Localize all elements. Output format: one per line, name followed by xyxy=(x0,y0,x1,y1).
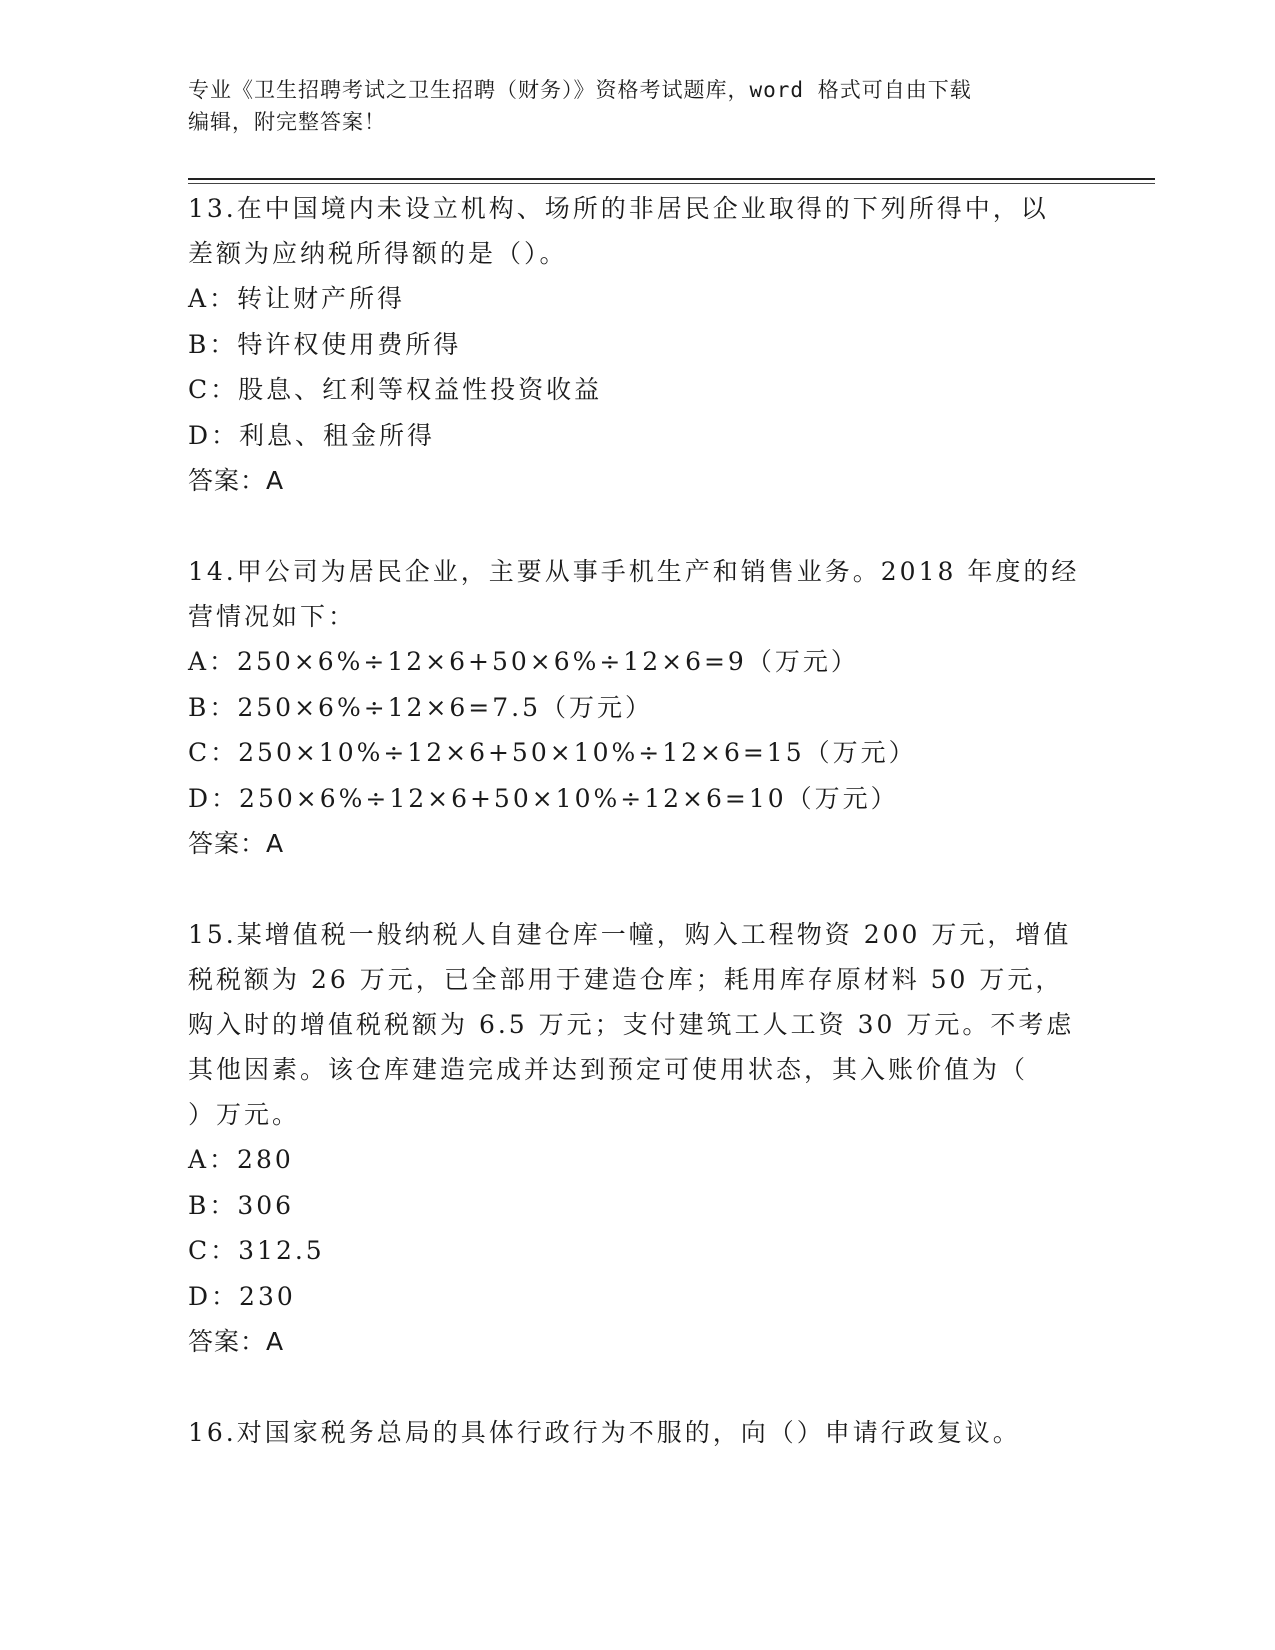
option-b: B：特许权使用费所得 xyxy=(188,329,462,359)
question-14 xyxy=(188,549,1088,866)
question-13 xyxy=(188,186,1088,503)
question-stem-line: 15.某增值税一般纳税人自建仓库一幢，购入工程物资 200 万元，增值 xyxy=(188,920,1072,949)
question-spacer xyxy=(188,503,1088,549)
header-divider-thick xyxy=(188,178,1155,180)
question-15 xyxy=(188,912,1088,1364)
question-list xyxy=(188,186,1088,1455)
question-16 xyxy=(188,1410,1088,1455)
question-stem-line: 差额为应纳税所得额的是（）。 xyxy=(188,239,568,268)
option-a: A：转让财产所得 xyxy=(188,284,406,313)
question-stem-line: 购入时的增值税税额为 6.5 万元；支付建筑工人工资 30 万元。不考虑 xyxy=(188,1010,1075,1039)
answer-line: 答案：A xyxy=(188,466,285,495)
option-b: B：250×6%÷12×6=7.5（万元） xyxy=(188,692,654,722)
answer-line: 答案：A xyxy=(188,829,285,858)
question-stem-line: 13.在中国境内未设立机构、场所的非居民企业取得的下列所得中，以 xyxy=(188,194,1049,223)
question-spacer xyxy=(188,866,1088,912)
option-a: A：280 xyxy=(188,1145,294,1174)
question-stem-line: 16.对国家税务总局的具体行政行为不服的，向（）申请行政复议。 xyxy=(188,1418,1021,1447)
option-c: C：股息、红利等权益性投资收益 xyxy=(188,375,603,404)
document-header xyxy=(188,74,1088,138)
option-c: C：312.5 xyxy=(188,1236,325,1265)
option-c: C：250×10%÷12×6+50×10%÷12×6=15（万元） xyxy=(188,738,917,767)
question-stem-line: 税税额为 26 万元，已全部用于建造仓库；耗用库存原材料 50 万元， xyxy=(188,965,1064,994)
option-d: D：250×6%÷12×6+50×10%÷12×6=10（万元） xyxy=(188,783,899,813)
question-stem-line: ）万元。 xyxy=(188,1100,301,1129)
header-line-2: 编辑，附完整答案！ xyxy=(188,110,386,134)
header-divider-thin xyxy=(188,183,1155,184)
header-line-1: 专业《卫生招聘考试之卫生招聘（财务）》资格考试题库，word 格式可自由下载 xyxy=(188,78,972,102)
question-stem-line: 其他因素。该仓库建造完成并达到预定可使用状态，其入账价值为（ xyxy=(188,1055,1029,1084)
question-stem-line: 14.甲公司为居民企业，主要从事手机生产和销售业务。2018 年度的经 xyxy=(188,557,1080,586)
option-d: D：230 xyxy=(188,1281,296,1311)
option-a: A：250×6%÷12×6+50×6%÷12×6=9（万元） xyxy=(188,647,859,676)
option-b: B：306 xyxy=(188,1190,295,1220)
question-stem-line: 营情况如下： xyxy=(188,602,357,631)
option-d: D：利息、租金所得 xyxy=(188,420,436,450)
answer-line: 答案：A xyxy=(188,1327,285,1356)
question-spacer xyxy=(188,1364,1088,1410)
